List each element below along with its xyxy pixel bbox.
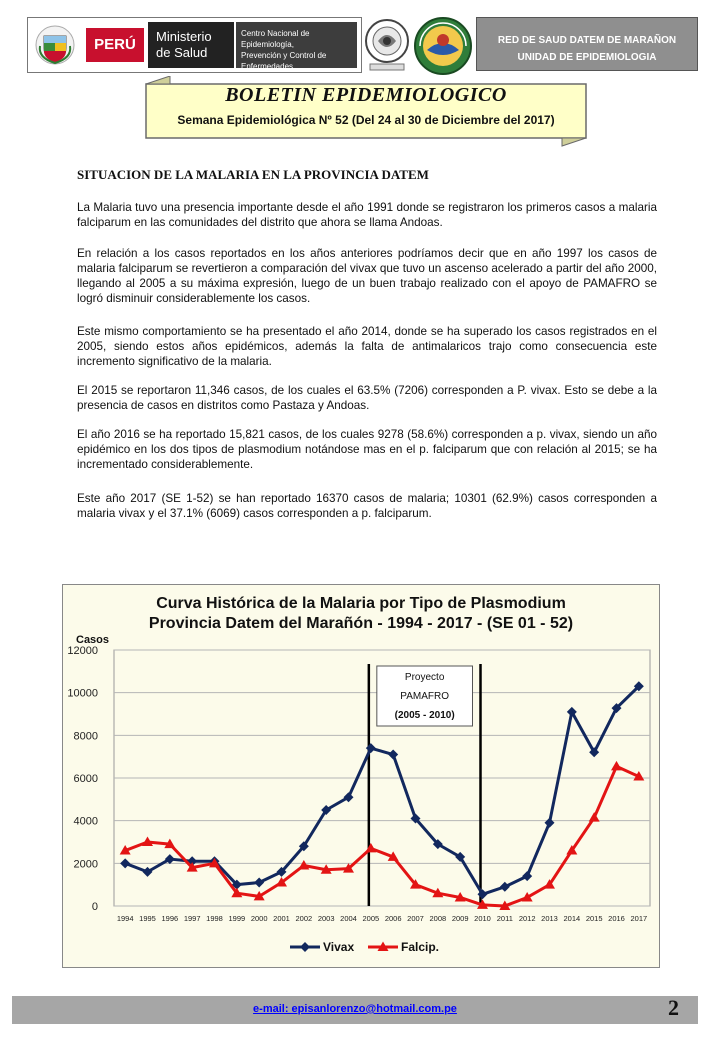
- y-tick-label: 4000: [73, 815, 98, 828]
- x-tick-label: 2012: [518, 914, 536, 923]
- peru-coat-of-arms-icon: [34, 24, 76, 66]
- x-tick-label: 1995: [139, 914, 156, 923]
- x-tick-label: 2004: [340, 914, 357, 923]
- project-annotation-line: PAMAFRO: [400, 691, 450, 702]
- x-tick-label: 2013: [541, 914, 558, 923]
- x-tick-label: 2008: [429, 914, 447, 923]
- x-tick-label: 2017: [630, 914, 648, 923]
- paragraph-6: Este año 2017 (SE 1-52) se han reportado 16370 casos de malaria; 10301 (62.9%) casos corresponden a malaria vivax y el 37.1% (6069) casos corresponden a p. falciparum.: [77, 492, 657, 520]
- x-tick-label: 1997: [183, 914, 201, 923]
- x-tick-label: 2005: [362, 914, 380, 923]
- footer-email-link[interactable]: e-mail: episanlorenzo@hotmail.com.pe: [253, 1003, 457, 1015]
- y-axis-label: Casos: [76, 634, 110, 646]
- chart-title: Curva Histórica de la Malaria por Tipo de Plasmodium: [156, 595, 566, 612]
- y-tick-label: 8000: [73, 730, 98, 743]
- network-line-2: UNIDAD DE EPIDEMIOLOGIA: [517, 52, 657, 63]
- health-network-seal-icon: [364, 17, 410, 73]
- network-line-1: RED DE SAUD DATEM DE MARAÑON: [497, 35, 677, 46]
- page-number: 2: [668, 995, 679, 1020]
- center-line-2: Prevención y Control de: [241, 51, 327, 60]
- malaria-history-chart: [62, 584, 660, 968]
- legend-marker: [300, 942, 310, 952]
- x-tick-label: 2014: [563, 914, 581, 923]
- legend-label: Vivax: [323, 940, 355, 954]
- red-datem-maranon-logo-icon: [412, 16, 474, 76]
- x-tick-label: 2007: [407, 914, 424, 923]
- paragraph-5: El año 2016 se ha reportado 15,821 casos, de los cuales 9278 (58.6%) corresponden a p. vivax, siendo un año epidémico en los dos tipos de plasmodium notándose mas en el p. falciparum que con relación al 2015; se ha incrementado considerablemente.: [77, 428, 657, 471]
- x-tick-label: 1998: [206, 914, 223, 923]
- legend-label: Falcip.: [401, 940, 440, 954]
- x-tick-label: 2006: [384, 914, 402, 923]
- x-tick-label: 2003: [317, 914, 335, 923]
- ministry-name: [148, 22, 234, 68]
- y-tick-label: 12000: [67, 645, 98, 657]
- x-tick-label: 2002: [295, 914, 313, 923]
- paragraph-3: Este mismo comportamiento se ha presentado el año 2014, donde se ha superado los casos registrados en el 2005, siendo estos años epidémicos, además la falta de antimalaricos trajo como consecuencia este incremento significativo de la malaria.: [77, 325, 657, 368]
- paragraph-2: En relación a los casos reportados en los años anteriores podríamos decir que en año 1997 los casos de malaria falciparum se revertieron a comparación del vivax que tuvo un ascenso acelerado a partir del año 2000, llegando al 2005 a su máxima expresión, luego de un buen trabajo realizado con el apoyo de PAMAFRO se logró disminuir considerablemente los casos.: [77, 247, 657, 305]
- x-tick-label: 2011: [496, 914, 513, 923]
- x-tick-label: 1994: [116, 914, 134, 923]
- ministry-line-1: Ministerio: [156, 29, 212, 44]
- section-heading: SITUACION DE LA MALARIA EN LA PROVINCIA DATEM: [77, 167, 429, 182]
- center-line-3: Enfermedades: [241, 62, 294, 71]
- project-annotation-line: Proyecto: [404, 672, 445, 683]
- network-unit-box: [476, 17, 698, 71]
- peru-label: PERÚ: [86, 28, 144, 62]
- y-tick-label: 6000: [73, 773, 98, 785]
- bulletin-title: BOLETIN EPIDEMIOLOGICO: [225, 84, 507, 106]
- x-tick-label: 2016: [608, 914, 625, 923]
- project-annotation-line: (2005 - 2010): [394, 710, 455, 721]
- y-tick-label: 0: [91, 901, 98, 913]
- epidemiology-center-name: [236, 22, 357, 71]
- x-tick-label: 2009: [451, 914, 469, 923]
- y-tick-label: 2000: [73, 858, 98, 871]
- bulletin-subtitle: Semana Epidemiológica Nº 52 (Del 24 al 30 de Diciembre del 2017): [177, 113, 555, 127]
- paragraph-1: La Malaria tuvo una presencia importante desde el año 1991 donde se registraron los primeros casos a malaria falciparum en las comunidades del distrito que ahora se llama Andoas.: [77, 201, 657, 229]
- x-tick-label: 2001: [273, 914, 290, 923]
- y-tick-label: 10000: [67, 687, 98, 700]
- chart-subtitle: Provincia Datem del Marañón - 1994 - 2017 - (SE 01 - 52): [148, 615, 574, 632]
- x-tick-label: 2010: [474, 914, 491, 923]
- center-line-1: Centro Nacional de Epidemiología,: [241, 29, 310, 49]
- x-tick-label: 2015: [585, 914, 603, 923]
- x-tick-label: 1996: [161, 914, 179, 923]
- x-tick-label: 2000: [250, 914, 268, 923]
- paragraph-4: El 2015 se reportaron 11,346 casos, de los cuales el 63.5% (7206) corresponden a P. vivax. Esto se debe a la presencia de casos en distritos como Pastaza y Andoas.: [77, 384, 657, 412]
- ministry-logo-banner: [27, 17, 362, 73]
- x-tick-label: 1999: [228, 914, 246, 923]
- ministry-line-2: de Salud: [156, 45, 208, 60]
